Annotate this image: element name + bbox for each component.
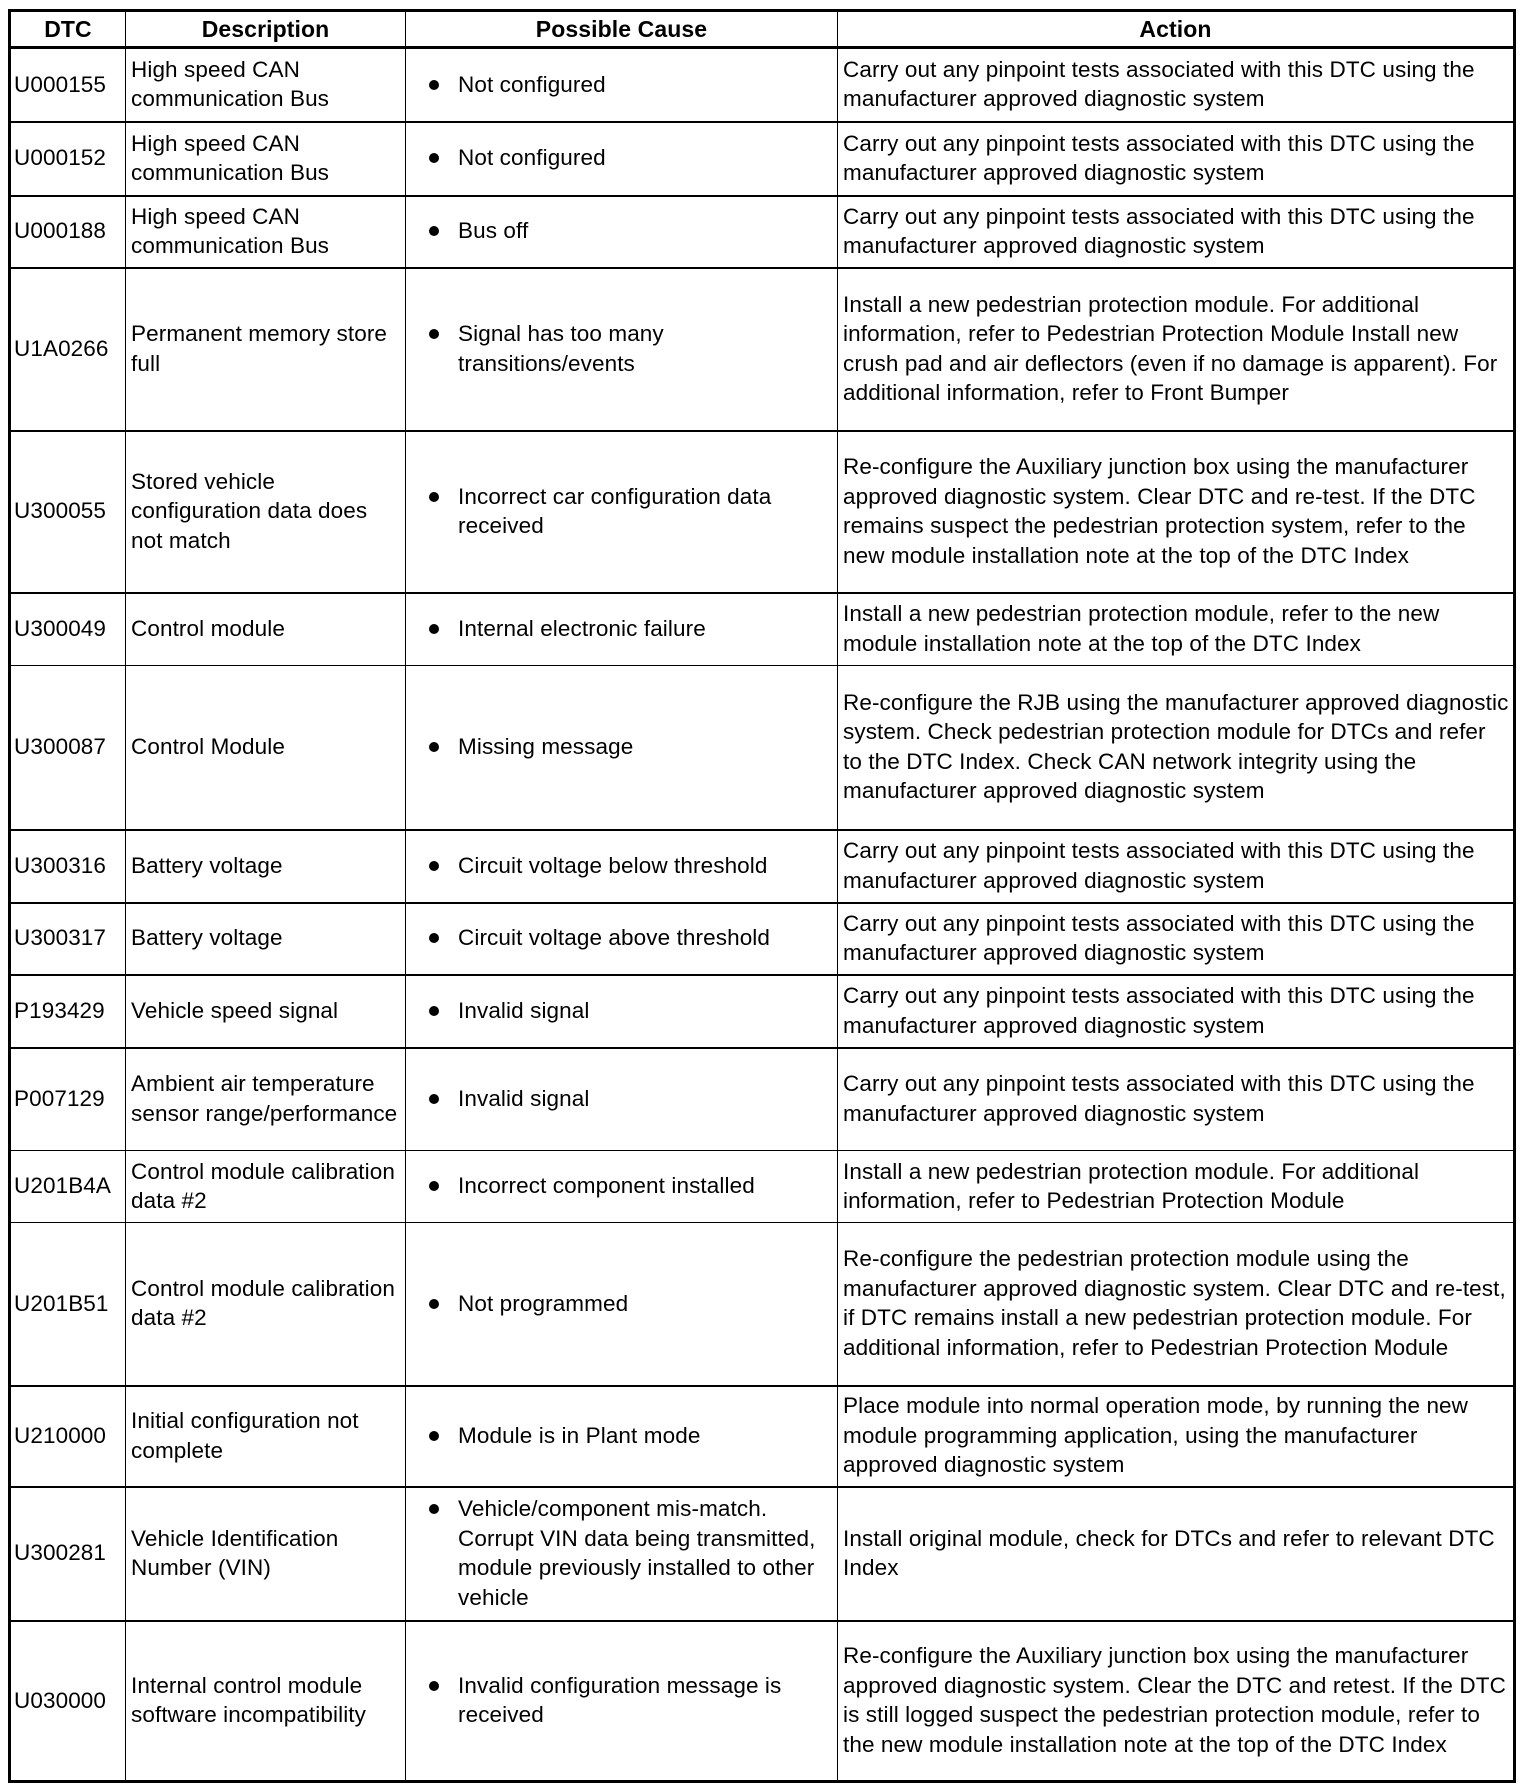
bullet-icon <box>429 624 439 634</box>
table-row <box>10 1048 1515 1151</box>
possible-cause: Invalid signal <box>406 1048 838 1151</box>
bullet-icon <box>429 153 439 163</box>
possible-cause: Signal has too many transitions/events <box>406 268 838 431</box>
action-text: Install a new pedestrian protection module. For additional information, refer to Pedestrian Protection Module Install new crush pad and air deflectors (even if no damage is apparent). For additional information, refer to Front Bumper <box>838 268 1515 431</box>
dtc-description: Initial configuration not complete <box>126 1386 406 1487</box>
action-text: Re-configure the Auxiliary junction box using the manufacturer approved diagnostic system. Clear DTC and re-test. If the DTC remains suspect the pedestrian protection system, refer to the new module installation note at the top of the DTC Index <box>838 431 1515 593</box>
possible-cause: Not configured <box>406 122 838 196</box>
dtc-code: U300087 <box>10 666 126 830</box>
dtc-code: U201B4A <box>10 1151 126 1223</box>
possible-cause: Incorrect component installed <box>406 1151 838 1223</box>
action-text: Install a new pedestrian protection module. For additional information, refer to Pedestrian Protection Module <box>838 1151 1515 1223</box>
dtc-description: Permanent memory store full <box>126 268 406 431</box>
header-dtc: DTC <box>10 11 126 48</box>
dtc-code: U000155 <box>10 48 126 122</box>
table-row <box>10 666 1515 830</box>
table-row <box>10 122 1515 196</box>
table-row <box>10 48 1515 122</box>
table-row <box>10 830 1515 903</box>
dtc-description: High speed CAN communication Bus <box>126 122 406 196</box>
dtc-code: U300055 <box>10 431 126 593</box>
dtc-table <box>8 9 1516 1783</box>
table-row <box>10 431 1515 593</box>
bullet-icon <box>429 1181 439 1191</box>
header-possible-cause: Possible Cause <box>406 11 838 48</box>
dtc-description: Battery voltage <box>126 830 406 903</box>
action-text: Carry out any pinpoint tests associated with this DTC using the manufacturer approved diagnostic system <box>838 975 1515 1048</box>
possible-cause: Vehicle/component mis-match. Corrupt VIN data being transmitted, module previously installed to other vehicle <box>406 1487 838 1621</box>
dtc-description: Control module calibration data #2 <box>126 1151 406 1223</box>
possible-cause: Bus off <box>406 196 838 268</box>
table-row <box>10 593 1515 666</box>
action-text: Carry out any pinpoint tests associated with this DTC using the manufacturer approved diagnostic system <box>838 48 1515 122</box>
possible-cause: Invalid configuration message is received <box>406 1621 838 1782</box>
action-text: Re-configure the Auxiliary junction box using the manufacturer approved diagnostic system. Clear the DTC and retest. If the DTC is still logged suspect the pedestrian protection module, refer to the new module installation note at the top of the DTC Index <box>838 1621 1515 1782</box>
possible-cause: Circuit voltage below threshold <box>406 830 838 903</box>
dtc-code: U300281 <box>10 1487 126 1621</box>
dtc-code: U300316 <box>10 830 126 903</box>
action-text: Carry out any pinpoint tests associated with this DTC using the manufacturer approved diagnostic system <box>838 196 1515 268</box>
table-row <box>10 1487 1515 1621</box>
dtc-description: Battery voltage <box>126 903 406 975</box>
action-text: Carry out any pinpoint tests associated with this DTC using the manufacturer approved diagnostic system <box>838 830 1515 903</box>
dtc-description: Vehicle speed signal <box>126 975 406 1048</box>
table-row <box>10 196 1515 268</box>
bullet-icon <box>429 933 439 943</box>
dtc-code: U201B51 <box>10 1223 126 1386</box>
dtc-description: Control Module <box>126 666 406 830</box>
dtc-code: P193429 <box>10 975 126 1048</box>
possible-cause: Not programmed <box>406 1223 838 1386</box>
action-text: Carry out any pinpoint tests associated with this DTC using the manufacturer approved diagnostic system <box>838 1048 1515 1151</box>
table-row <box>10 1621 1515 1782</box>
dtc-description: Vehicle Identification Number (VIN) <box>126 1487 406 1621</box>
header-row <box>10 11 1515 48</box>
bullet-icon <box>429 1299 439 1309</box>
bullet-icon <box>429 1094 439 1104</box>
bullet-icon <box>429 742 439 752</box>
header-description: Description <box>126 11 406 48</box>
possible-cause: Not configured <box>406 48 838 122</box>
dtc-description: Ambient air temperature sensor range/performance <box>126 1048 406 1151</box>
dtc-description: Control module <box>126 593 406 666</box>
dtc-description: Stored vehicle configuration data does not match <box>126 431 406 593</box>
possible-cause: Missing message <box>406 666 838 830</box>
action-text: Re-configure the RJB using the manufacturer approved diagnostic system. Check pedestrian protection module for DTCs and refer to the DTC Index. Check CAN network integrity using the manufacturer approved diagnostic system <box>838 666 1515 830</box>
dtc-description: Internal control module software incompatibility <box>126 1621 406 1782</box>
table-row <box>10 975 1515 1048</box>
dtc-code: U000188 <box>10 196 126 268</box>
dtc-description: High speed CAN communication Bus <box>126 48 406 122</box>
table-row <box>10 1151 1515 1223</box>
bullet-icon <box>429 80 439 90</box>
action-text: Re-configure the pedestrian protection module using the manufacturer approved diagnostic system. Clear DTC and re-test, if DTC remains install a new pedestrian protection module. For additional information, refer to Pedestrian Protection Module <box>838 1223 1515 1386</box>
table-row <box>10 268 1515 431</box>
dtc-code: P007129 <box>10 1048 126 1151</box>
bullet-icon <box>429 492 439 502</box>
bullet-icon <box>429 861 439 871</box>
bullet-icon <box>429 226 439 236</box>
action-text: Place module into normal operation mode, by running the new module programming application, using the manufacturer approved diagnostic system <box>838 1386 1515 1487</box>
dtc-code: U000152 <box>10 122 126 196</box>
dtc-code: U300317 <box>10 903 126 975</box>
possible-cause: Circuit voltage above threshold <box>406 903 838 975</box>
dtc-code: U300049 <box>10 593 126 666</box>
bullet-icon <box>429 329 439 339</box>
action-text: Carry out any pinpoint tests associated with this DTC using the manufacturer approved diagnostic system <box>838 122 1515 196</box>
action-text: Carry out any pinpoint tests associated with this DTC using the manufacturer approved diagnostic system <box>838 903 1515 975</box>
possible-cause: Internal electronic failure <box>406 593 838 666</box>
action-text: Install original module, check for DTCs and refer to relevant DTC Index <box>838 1487 1515 1621</box>
dtc-code: U1A0266 <box>10 268 126 431</box>
bullet-icon <box>429 1006 439 1016</box>
table-row <box>10 1223 1515 1386</box>
action-text: Install a new pedestrian protection module, refer to the new module installation note at the top of the DTC Index <box>838 593 1515 666</box>
dtc-description: High speed CAN communication Bus <box>126 196 406 268</box>
table-row <box>10 1386 1515 1487</box>
possible-cause: Invalid signal <box>406 975 838 1048</box>
header-action: Action <box>838 11 1515 48</box>
bullet-icon <box>429 1504 439 1514</box>
possible-cause: Incorrect car configuration data received <box>406 431 838 593</box>
dtc-code: U030000 <box>10 1621 126 1782</box>
bullet-icon <box>429 1431 439 1441</box>
possible-cause: Module is in Plant mode <box>406 1386 838 1487</box>
table-row <box>10 903 1515 975</box>
dtc-code: U210000 <box>10 1386 126 1487</box>
dtc-description: Control module calibration data #2 <box>126 1223 406 1386</box>
bullet-icon <box>429 1681 439 1691</box>
